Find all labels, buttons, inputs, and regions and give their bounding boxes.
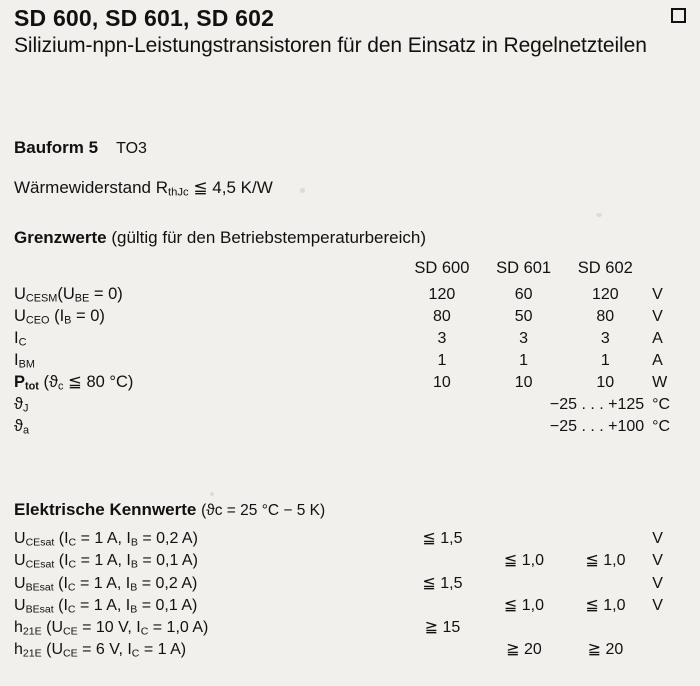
- electrical-row-label: [14, 550, 402, 572]
- value-sd600: 120: [428, 285, 456, 303]
- scan-speck: [300, 188, 305, 193]
- condition-sub: BE: [74, 292, 90, 305]
- symbol-sub: CESM: [25, 292, 58, 305]
- page-subtitle: Silizium-npn-Leistungstransistoren für den Einsatz in Regelnetzteilen: [14, 33, 647, 57]
- thermal-value: ≦ 4,5 K/W: [193, 178, 273, 197]
- condition-sub2: C: [131, 647, 140, 660]
- package-label: Bauform 5: [14, 138, 99, 157]
- value-unit: °C: [652, 395, 671, 413]
- table-row: [14, 328, 686, 350]
- table-row: [14, 639, 686, 661]
- condition: (I: [54, 530, 69, 547]
- condition-rest2: = 0,2 A): [137, 574, 198, 592]
- value-unit: V: [652, 596, 663, 614]
- page-title: SD 600, SD 601, SD 602: [14, 5, 275, 31]
- electrical-row-label: [14, 595, 402, 617]
- value-sd602: 1: [600, 351, 610, 369]
- condition-rest: = 10 V, I: [77, 619, 141, 636]
- value-sd601: [483, 617, 565, 639]
- symbol: h: [14, 641, 23, 659]
- condition-sub: C: [68, 536, 77, 549]
- value-sd602: ≦ 1,0: [585, 552, 626, 570]
- symbol: P: [14, 372, 26, 391]
- value-sd600: ≧ 15: [424, 619, 461, 636]
- corner-square-icon: [671, 8, 686, 23]
- value-unit: A: [652, 351, 663, 369]
- value-sd601: 60: [514, 285, 533, 303]
- condition: (U: [41, 619, 64, 636]
- condition-rest2: = 0,1 A): [137, 552, 198, 570]
- value-sd602: [565, 617, 647, 639]
- value-sd602: ≧ 20: [587, 641, 624, 659]
- condition-sub2: B: [130, 558, 138, 571]
- limits-heading-note: (gültig für den Betriebstemperaturbereich): [111, 228, 426, 247]
- condition-sub: C: [67, 603, 76, 616]
- condition-sub2: B: [130, 536, 138, 549]
- value-sd602: 10: [596, 373, 615, 391]
- symbol: U: [14, 552, 26, 570]
- value-unit: [646, 617, 686, 639]
- limits-heading: [14, 228, 426, 248]
- condition-sub2: B: [130, 580, 138, 593]
- condition-sub: B: [64, 314, 72, 327]
- value-sd601: ≦ 1,0: [503, 596, 545, 614]
- symbol-sub: C: [18, 336, 27, 349]
- table-row: [14, 595, 686, 617]
- symbol-sub: BEsat: [25, 603, 54, 616]
- value-sd602: [565, 573, 647, 595]
- value-unit: V: [652, 552, 663, 570]
- value-sd601: [483, 528, 565, 550]
- condition-rest: = 1 A, I: [76, 552, 131, 570]
- condition-rest2: = 1 A): [139, 641, 187, 659]
- value-range: −25 . . . +125: [549, 395, 645, 413]
- condition-sub: C: [68, 558, 77, 571]
- package-code: TO3: [116, 140, 147, 157]
- limits-col-unit: [646, 258, 686, 284]
- symbol-sub: 21E: [22, 625, 42, 638]
- value-sd602: [565, 528, 647, 550]
- symbol: ϑ: [14, 394, 24, 413]
- symbol: I: [14, 328, 19, 347]
- value-sd600: ≦ 1,5: [422, 530, 463, 547]
- limits-row-label: [14, 306, 401, 328]
- condition-rest: ≦ 80 °C): [63, 372, 134, 391]
- condition-rest: = 0): [89, 284, 123, 303]
- value-sd601: 3: [519, 329, 529, 347]
- limits-row-label: [14, 372, 401, 394]
- symbol-sub: CEsat: [25, 536, 55, 549]
- value-sd602: 120: [591, 285, 619, 303]
- electrical-heading-note: (ϑc = 25 °C − 5 K): [201, 502, 326, 519]
- symbol: ϑ: [14, 416, 24, 435]
- table-row: [14, 284, 686, 306]
- condition-rest2: = 0,2 A): [137, 530, 198, 547]
- value-unit: V: [652, 530, 663, 547]
- limits-table: [14, 258, 686, 438]
- condition: (U: [57, 284, 75, 303]
- condition-sub: CE: [63, 625, 78, 638]
- limits-row-label: [14, 416, 401, 438]
- package-line: [14, 138, 147, 158]
- condition-sub2: C: [140, 625, 149, 638]
- condition-rest: = 1 A, I: [76, 530, 131, 547]
- table-row: [14, 617, 686, 639]
- value-sd601: [483, 573, 565, 595]
- scan-speck: [210, 492, 214, 496]
- condition-sub2: B: [130, 603, 138, 616]
- limits-row-label: [14, 284, 401, 306]
- symbol-sub: CEO: [25, 314, 50, 327]
- value-sd600: 10: [433, 373, 451, 391]
- symbol-sub: tot: [25, 380, 39, 393]
- condition-rest: = 6 V, I: [77, 641, 132, 659]
- limits-row-label: [14, 328, 401, 350]
- condition-sub: CE: [63, 647, 78, 660]
- value-sd601: 50: [514, 307, 533, 325]
- symbol: U: [14, 530, 26, 547]
- limits-col-sd601: SD 601: [496, 259, 552, 277]
- value-sd602: ≦ 1,0: [585, 596, 626, 614]
- value-sd600: 1: [437, 351, 447, 369]
- condition-sub: C: [67, 580, 76, 593]
- electrical-row-label: [14, 639, 402, 661]
- value-sd601: 1: [519, 351, 529, 369]
- value-sd602: 3: [600, 329, 610, 347]
- thermal-subscript: thJc: [168, 186, 189, 199]
- symbol-sub: J: [23, 402, 29, 415]
- condition-sub: c: [58, 380, 64, 393]
- value-sd600: [402, 550, 484, 572]
- symbol: U: [14, 306, 26, 325]
- value-unit: [646, 639, 686, 661]
- condition: (I: [49, 306, 65, 325]
- value-unit: V: [652, 307, 663, 325]
- symbol: U: [14, 574, 26, 592]
- condition: (U: [41, 641, 64, 659]
- value-sd600: ≦ 1,5: [422, 574, 463, 592]
- limits-heading-label: Grenzwerte: [14, 228, 107, 247]
- value-range: −25 . . . +100: [549, 417, 645, 435]
- condition: (ϑ: [38, 372, 59, 391]
- symbol-sub: a: [23, 423, 30, 436]
- condition-rest2: = 0,1 A): [137, 596, 198, 614]
- table-row: [14, 306, 686, 328]
- symbol-sub: CEsat: [25, 558, 55, 571]
- limits-col-sd600: SD 600: [414, 259, 470, 277]
- value-sd600: 3: [437, 329, 447, 347]
- table-row: [14, 350, 686, 372]
- value-sd601: ≦ 1,0: [503, 552, 545, 570]
- condition-rest2: = 1,0 A): [148, 619, 209, 636]
- condition: (I: [53, 596, 68, 614]
- table-row: [14, 372, 686, 394]
- electrical-table: [14, 528, 686, 662]
- value-unit: A: [652, 329, 663, 347]
- electrical-heading: [14, 500, 325, 520]
- limits-row-label: [14, 394, 401, 416]
- title-block: [14, 6, 674, 59]
- thermal-label: Wärmewiderstand R: [14, 178, 168, 197]
- electrical-row-label: [14, 573, 402, 595]
- value-sd600: [402, 639, 484, 661]
- value-sd601: ≧ 20: [506, 641, 542, 659]
- symbol-sub: BEsat: [25, 580, 54, 593]
- symbol: U: [14, 596, 26, 614]
- value-sd600: 80: [433, 307, 451, 325]
- electrical-row-label: [14, 617, 402, 639]
- limits-row-label: [14, 350, 401, 372]
- limits-header-blank: [14, 258, 401, 284]
- condition-rest: = 1 A, I: [75, 574, 131, 592]
- condition-rest: = 0): [71, 306, 105, 325]
- thermal-resistance-line: [14, 178, 273, 198]
- value-unit: V: [652, 574, 663, 592]
- table-row: [14, 573, 686, 595]
- value-unit: W: [652, 373, 668, 391]
- electrical-row-label: [14, 528, 402, 550]
- value-sd602: 80: [596, 307, 615, 325]
- scan-speck: [596, 213, 602, 217]
- symbol: h: [14, 619, 23, 636]
- electrical-heading-label: Elektrische Kennwerte: [14, 500, 197, 519]
- symbol: U: [14, 284, 26, 303]
- value-sd600: [402, 595, 484, 617]
- table-row: [14, 528, 686, 550]
- condition-rest: = 1 A, I: [75, 596, 131, 614]
- condition: (I: [53, 574, 68, 592]
- table-row: [14, 416, 686, 438]
- symbol: I: [14, 350, 19, 369]
- value-sd601: 10: [514, 373, 533, 391]
- table-row: [14, 550, 686, 572]
- table-row: [14, 394, 686, 416]
- condition: (I: [54, 552, 69, 570]
- value-unit: °C: [652, 417, 671, 435]
- value-unit: V: [652, 285, 663, 303]
- symbol-sub: 21E: [22, 647, 42, 660]
- limits-col-sd602: SD 602: [577, 259, 633, 277]
- symbol-sub: BM: [18, 358, 35, 371]
- table-header-row: [14, 258, 686, 284]
